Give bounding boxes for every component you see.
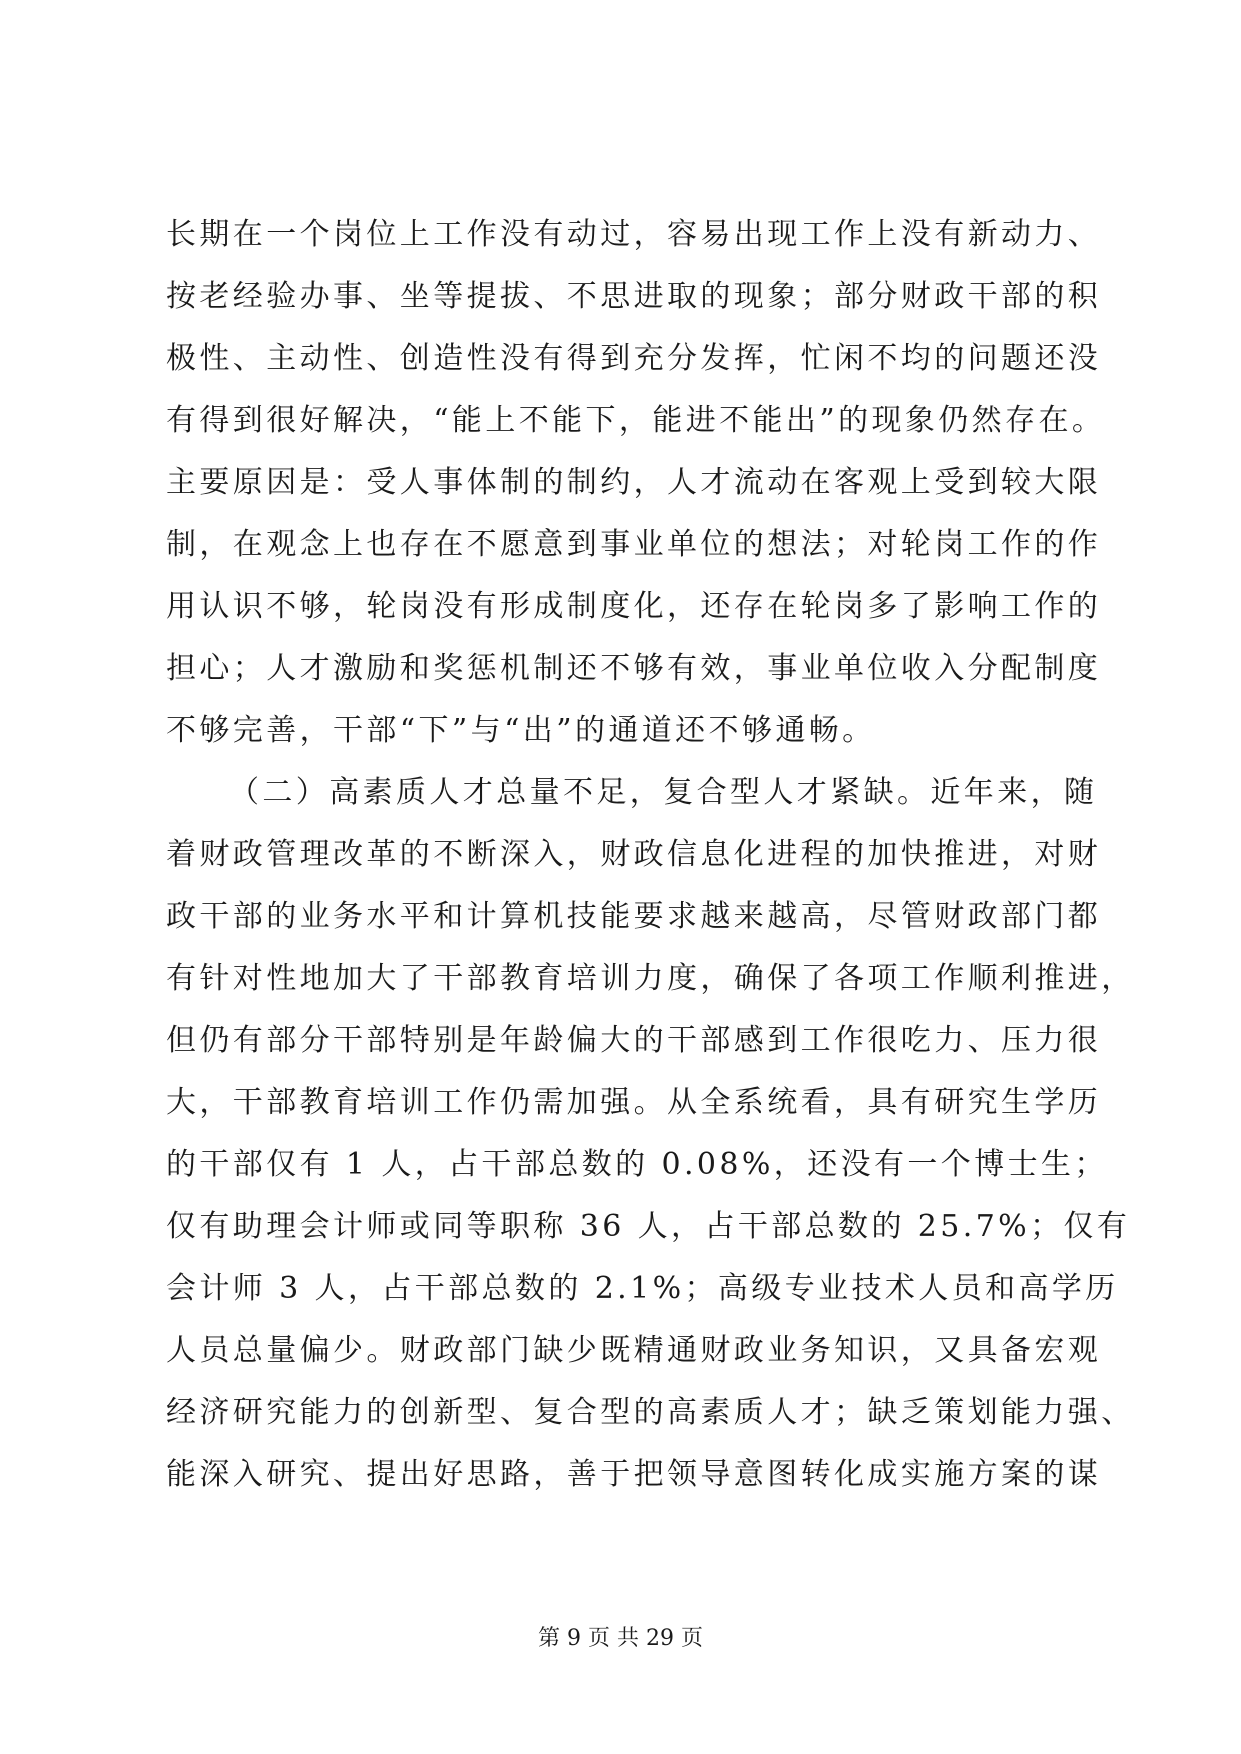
text-line: 但仍有部分干部特别是年龄偏大的干部感到工作很吃力、压力很 xyxy=(166,1023,1102,1058)
text-line: 能深入研究、提出好思路，善于把领导意图转化成实施方案的谋 xyxy=(166,1457,1102,1492)
text-line: 长期在一个岗位上工作没有动过，容易出现工作上没有新动力、 xyxy=(166,217,1102,252)
text-line: 政干部的业务水平和计算机技能要求越来越高，尽管财政部门都 xyxy=(166,899,1102,934)
text-line: 极性、主动性、创造性没有得到充分发挥，忙闲不均的问题还没 xyxy=(166,341,1102,376)
text-line: 担心；人才激励和奖惩机制还不够有效，事业单位收入分配制度 xyxy=(166,651,1102,686)
text-line: 经济研究能力的创新型、复合型的高素质人才；缺乏策划能力强、 xyxy=(166,1395,1135,1430)
page-footer xyxy=(0,1624,1241,1654)
text-line: 仅有助理会计师或同等职称 36 人，占干部总数的 25.7%；仅有 xyxy=(166,1209,1131,1244)
page-number: 第 9 页 共 29 页 xyxy=(538,1626,703,1651)
text-line: 有得到很好解决，“能上不能下，能进不能出”的现象仍然存在。 xyxy=(166,403,1106,438)
text-line: 按老经验办事、坐等提拔、不思进取的现象；部分财政干部的积 xyxy=(166,279,1102,314)
text-line: 会计师 3 人，占干部总数的 2.1%；高级专业技术人员和高学历 xyxy=(166,1271,1119,1306)
section-heading-line: （二）高素质人才总量不足，复合型人才紧缺。近年来，随 xyxy=(229,775,1098,810)
text-line: 着财政管理改革的不断深入，财政信息化进程的加快推进，对财 xyxy=(166,837,1102,872)
text-line: 制，在观念上也存在不愿意到事业单位的想法；对轮岗工作的作 xyxy=(166,527,1102,562)
text-line: 大，干部教育培训工作仍需加强。从全系统看，具有研究生学历 xyxy=(166,1085,1102,1120)
text-line: 主要原因是：受人事体制的制约，人才流动在客观上受到较大限 xyxy=(166,465,1102,500)
text-line: 的干部仅有 1 人，占干部总数的 0.08%，还没有一个博士生； xyxy=(166,1147,1108,1182)
text-line: 不够完善，干部“下”与“出”的通道还不够通畅。 xyxy=(166,713,876,748)
body-text xyxy=(166,204,1135,1506)
text-line: 有针对性地加大了干部教育培训力度，确保了各项工作顺利推进， xyxy=(166,961,1135,996)
text-line: 人员总量偏少。财政部门缺少既精通财政业务知识，又具备宏观 xyxy=(166,1333,1102,1368)
text-line: 用认识不够，轮岗没有形成制度化，还存在轮岗多了影响工作的 xyxy=(166,589,1102,624)
